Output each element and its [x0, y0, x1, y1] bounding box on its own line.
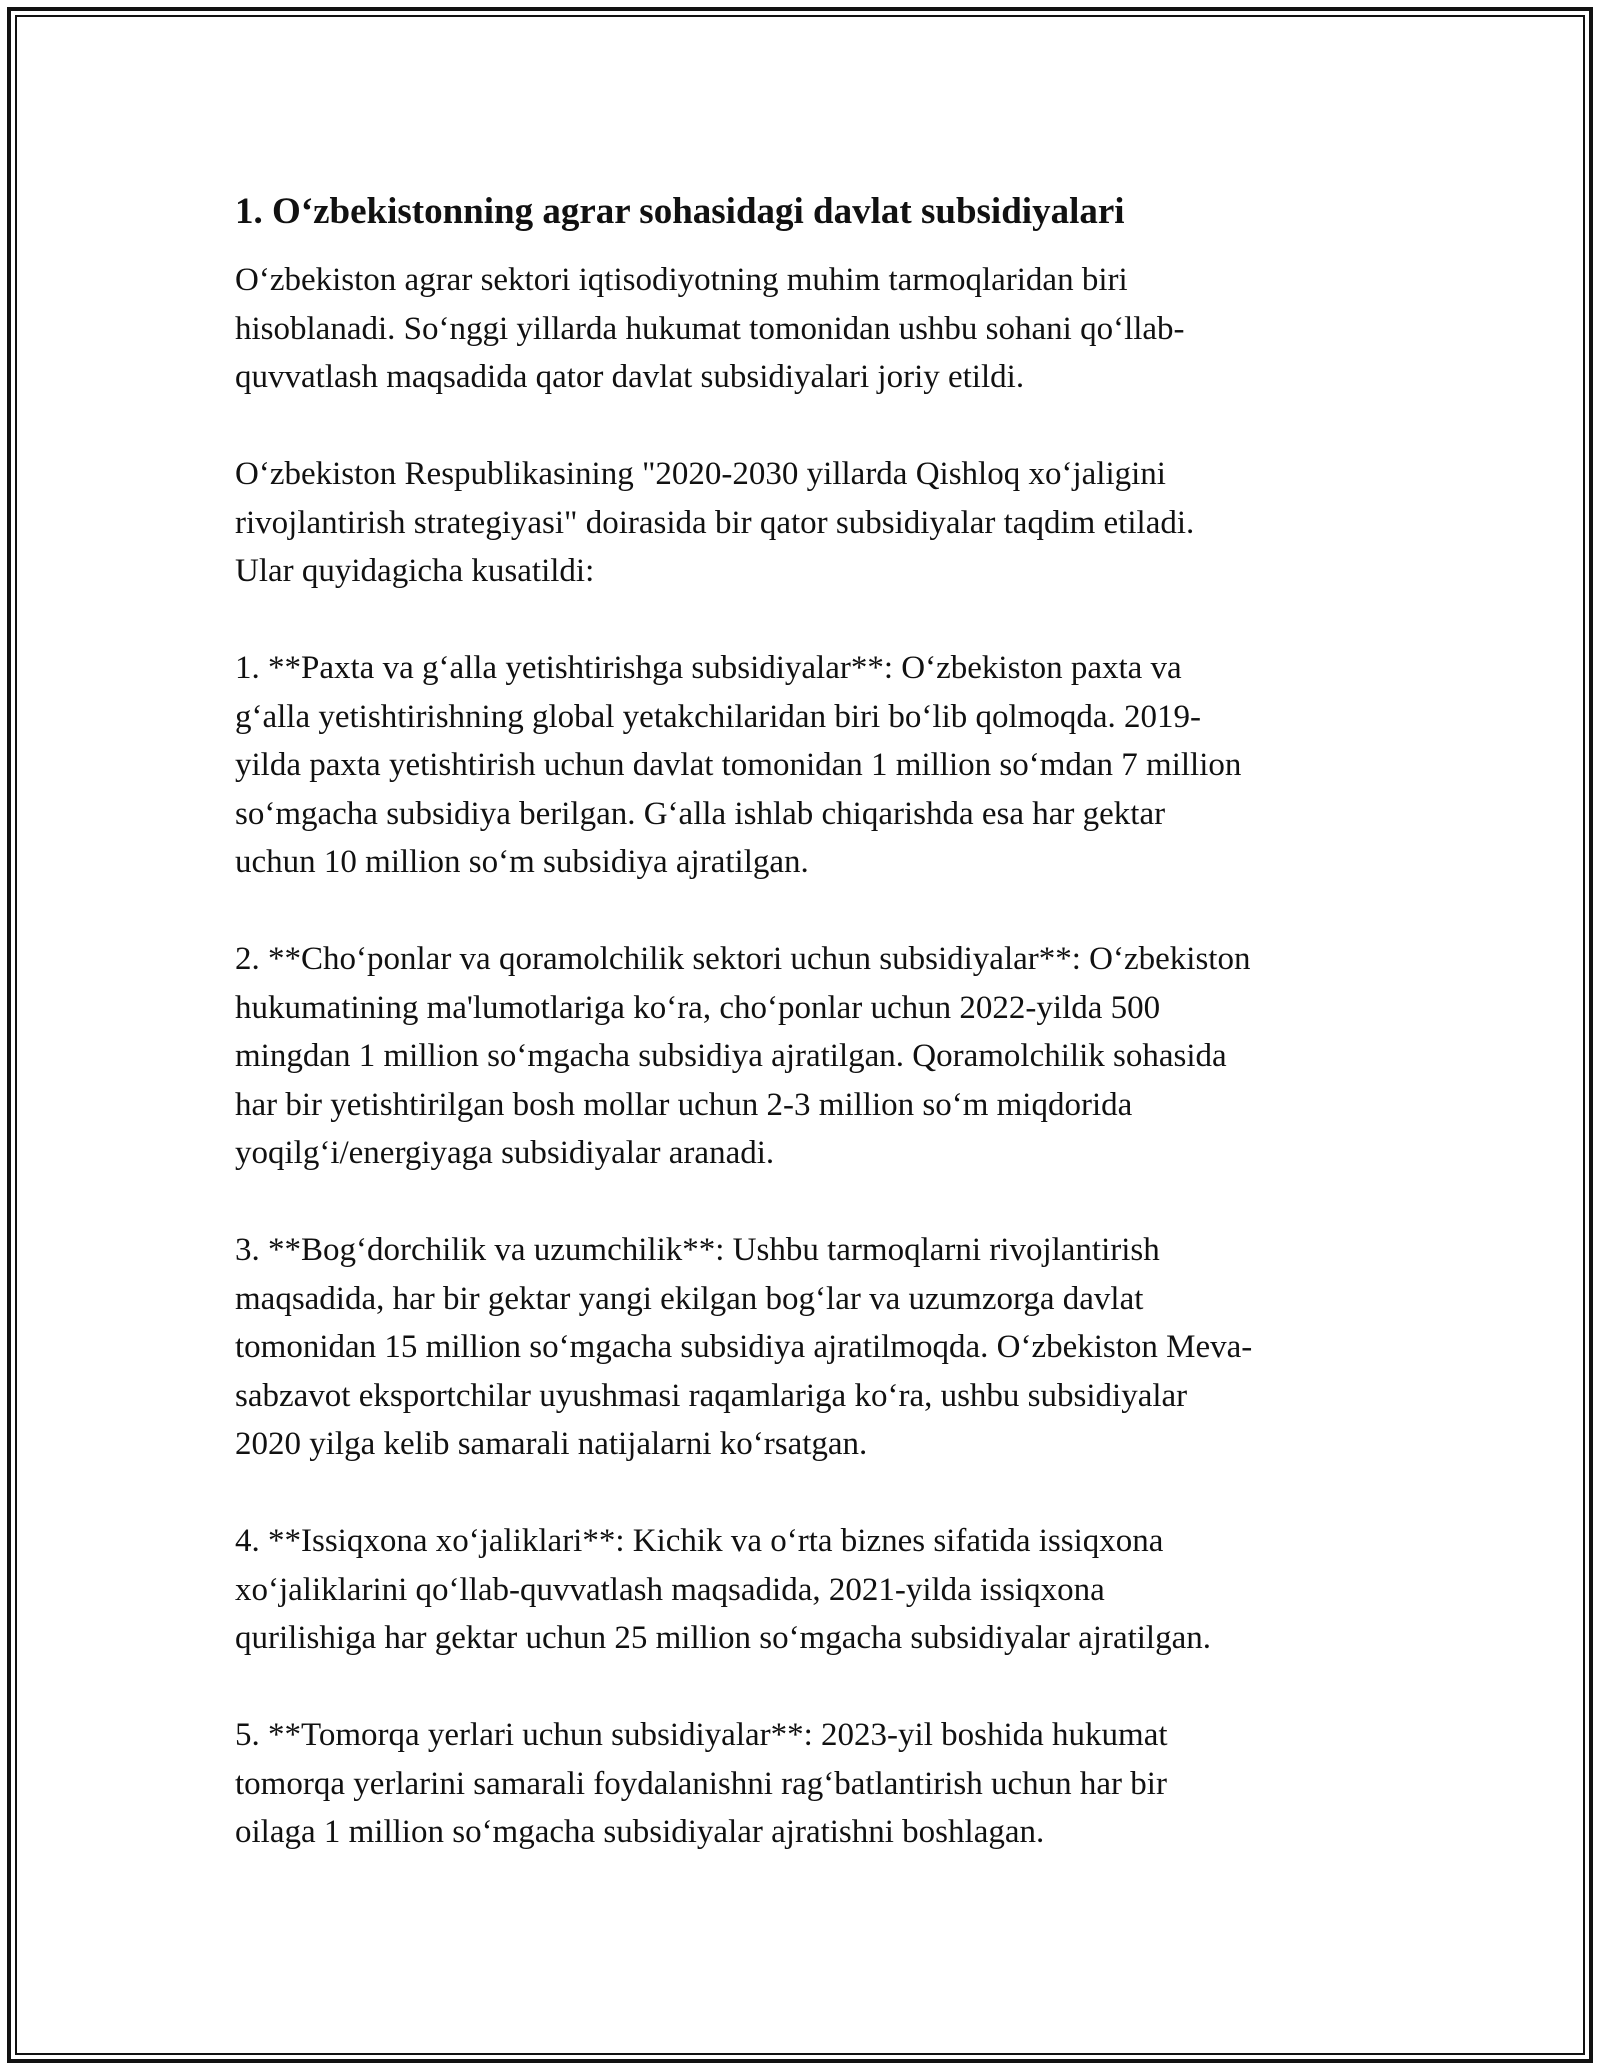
text-line: so‘mgacha subsidiya berilgan. G‘alla ishlab chiqarishda esa har gektar [235, 795, 1166, 832]
text-line: 5. **Tomorqa yerlari uchun subsidiyalar**: 2023-yil boshida hukumat [235, 1717, 1168, 1753]
text-line: rivojlantirish strategiyasi" doirasida bir qator subsidiyalar taqdim etiladi. [235, 504, 1195, 541]
text-line: sabzavot eksportchilar uyushmasi raqamlariga ko‘ra, ushbu subsidiyalar [235, 1377, 1188, 1414]
text-line: quvvatlash maqsadida qator davlat subsidiyalari joriy etildi. [235, 359, 1025, 395]
text-line: tomonidan 15 million so‘mgacha subsidiya ajratilmoqda. O‘zbekiston Meva- [235, 1329, 1253, 1365]
text-line: Ular quyidagicha kusatildi: [235, 553, 595, 589]
text-line: oilaga 1 million so‘mgacha subsidiyalar ajratishni boshlagan. [235, 1814, 1045, 1850]
text-line: hukumatining ma'lumotlariga ko‘ra, cho‘ponlar uchun 2022-yilda 500 [235, 989, 1161, 1026]
text-line: qurilishiga har gektar uchun 25 million so‘mgacha subsidiyalar ajratilgan. [235, 1620, 1211, 1656]
list-item-greenhouse [235, 1517, 1375, 1663]
text-line: uchun 10 million so‘m subsidiya ajratilgan. [235, 844, 809, 880]
paragraph-intro [235, 256, 1375, 402]
text-line: 2. **Cho‘ponlar va qoramolchilik sektori uchun subsidiyalar**: O‘zbekiston [235, 941, 1251, 977]
document-body [235, 186, 1375, 1857]
text-line: 1. **Paxta va g‘alla yetishtirishga subsidiyalar**: O‘zbekiston paxta va [235, 650, 1182, 686]
text-line: maqsadida, har bir gektar yangi ekilgan bog‘lar va uzumzorga davlat [235, 1280, 1144, 1317]
text-line: 3. **Bog‘dorchilik va uzumchilik**: Ushbu tarmoqlarni rivojlantirish [235, 1232, 1160, 1268]
text-line: O‘zbekiston Respublikasining "2020-2030 yillarda Qishloq xo‘jaligini [235, 456, 1166, 492]
document-title: 1. O‘zbekistonning agrar sohasidagi davlat subsidiyalari [235, 191, 1125, 232]
text-line: hisoblanadi. So‘nggi yillarda hukumat tomonidan ushbu sohani qo‘llab- [235, 310, 1185, 347]
text-line: har bir yetishtirilgan bosh mollar uchun 2-3 million so‘m miqdorida [235, 1086, 1133, 1123]
text-line: O‘zbekiston agrar sektori iqtisodiyotning muhim tarmoqlaridan biri [235, 262, 1128, 298]
text-line: 2020 yilga kelib samarali natijalarni ko‘rsatgan. [235, 1426, 868, 1462]
text-line: yilda paxta yetishtirish uchun davlat tomonidan 1 million so‘mdan 7 million [235, 747, 1242, 783]
list-item-cotton-grain [235, 644, 1375, 887]
list-item-livestock [235, 935, 1375, 1178]
paragraph-strategy [235, 450, 1375, 596]
text-line: tomorqa yerlarini samarali foydalanishni rag‘batlantirish uchun har bir [235, 1765, 1167, 1802]
text-line: g‘alla yetishtirishning global yetakchilaridan biri bo‘lib qolmoqda. 2019- [235, 698, 1201, 735]
text-line: mingdan 1 million so‘mgacha subsidiya ajratilgan. Qoramolchilik sohasida [235, 1038, 1227, 1074]
list-item-household-plots [235, 1711, 1375, 1857]
text-line: xo‘jaliklarini qo‘llab-quvvatlash maqsadida, 2021-yilda issiqxona [235, 1571, 1105, 1608]
text-line: yoqilg‘i/energiyaga subsidiyalar aranadi. [235, 1135, 775, 1171]
text-line: 4. **Issiqxona xo‘jaliklari**: Kichik va o‘rta biznes sifatida issiqxona [235, 1523, 1164, 1559]
list-item-horticulture [235, 1226, 1375, 1469]
